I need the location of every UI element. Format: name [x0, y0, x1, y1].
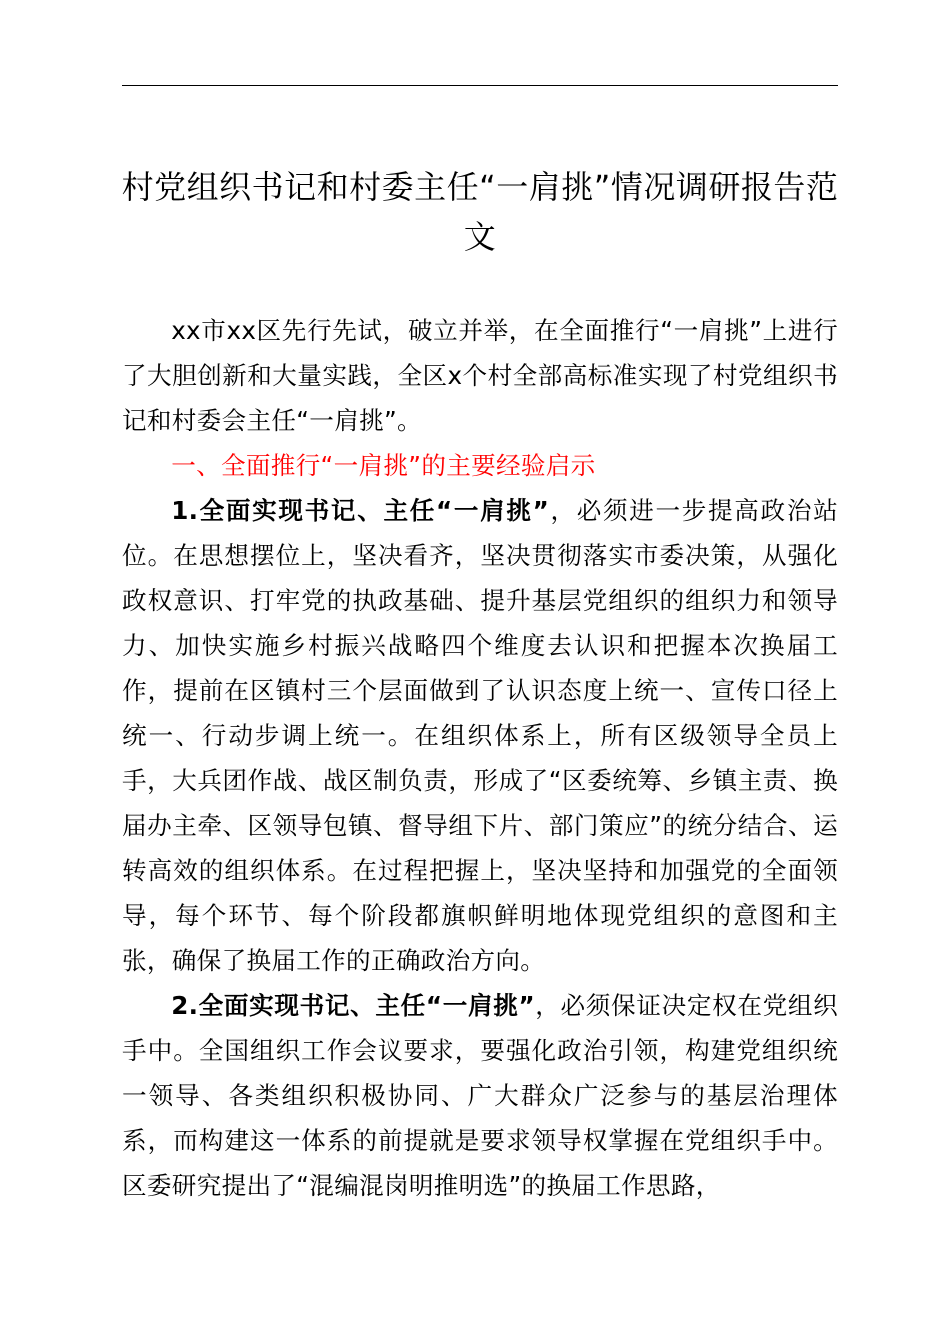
page-title: 村党组织书记和村委主任“一肩挑”情况调研报告范文 [121, 168, 839, 256]
document-body [122, 308, 838, 1208]
intro-paragraph: xx市xx区先行先试，破立并举，在全面推行“一肩挑”上进行了大胆创新和大量实践，全区x个村全部高标准实现了村党组织书记和村委会主任“一肩挑”。 [122, 316, 838, 435]
item-2-heading: 2.全面实现书记、主任“一肩挑” [171, 991, 535, 1020]
header-rule [122, 85, 838, 86]
item-2-paragraph [122, 983, 838, 1208]
section-heading: 一、全面推行“一肩挑”的主要经验启示 [171, 451, 596, 480]
item-1-heading: 1.全面实现书记、主任“一肩挑” [171, 496, 550, 525]
item-1-paragraph [122, 488, 838, 983]
item-2-text: ，必须保证决定权在党组织手中。全国组织工作会议要求，要强化政治引领，构建党组织统一领导、各类组织积极协同、广大群众广泛参与的基层治理体系，而构建这一体系的前提就是要求领导权掌握在党组织手中。区委研究提出了“混编混岗明推明选”的换届工作思路， [122, 991, 838, 1200]
item-1-text: ，必须进一步提高政治站位。在思想摆位上，坚决看齐，坚决贯彻落实市委决策，从强化政权意识、打牢党的执政基础、提升基层党组织的组织力和领导力、加快实施乡村振兴战略四个维度去认识和把握本次换届工作，提前在区镇村三个层面做到了认识态度上统一、宣传口径上统一、行动步调上统一。在组织体系上，所有区级领导全员上手，大兵团作战、战区制负责，形成了“区委统筹、乡镇主责、换届办主牵、区领导包镇、督导组下片、部门策应”的统分结合、运转高效的组织体系。在过程把握上，坚决坚持和加强党的全面领导，每个环节、每个阶段都旗帜鲜明地体现党组织的意图和主张，确保了换届工作的正确政治方向。 [122, 496, 838, 975]
